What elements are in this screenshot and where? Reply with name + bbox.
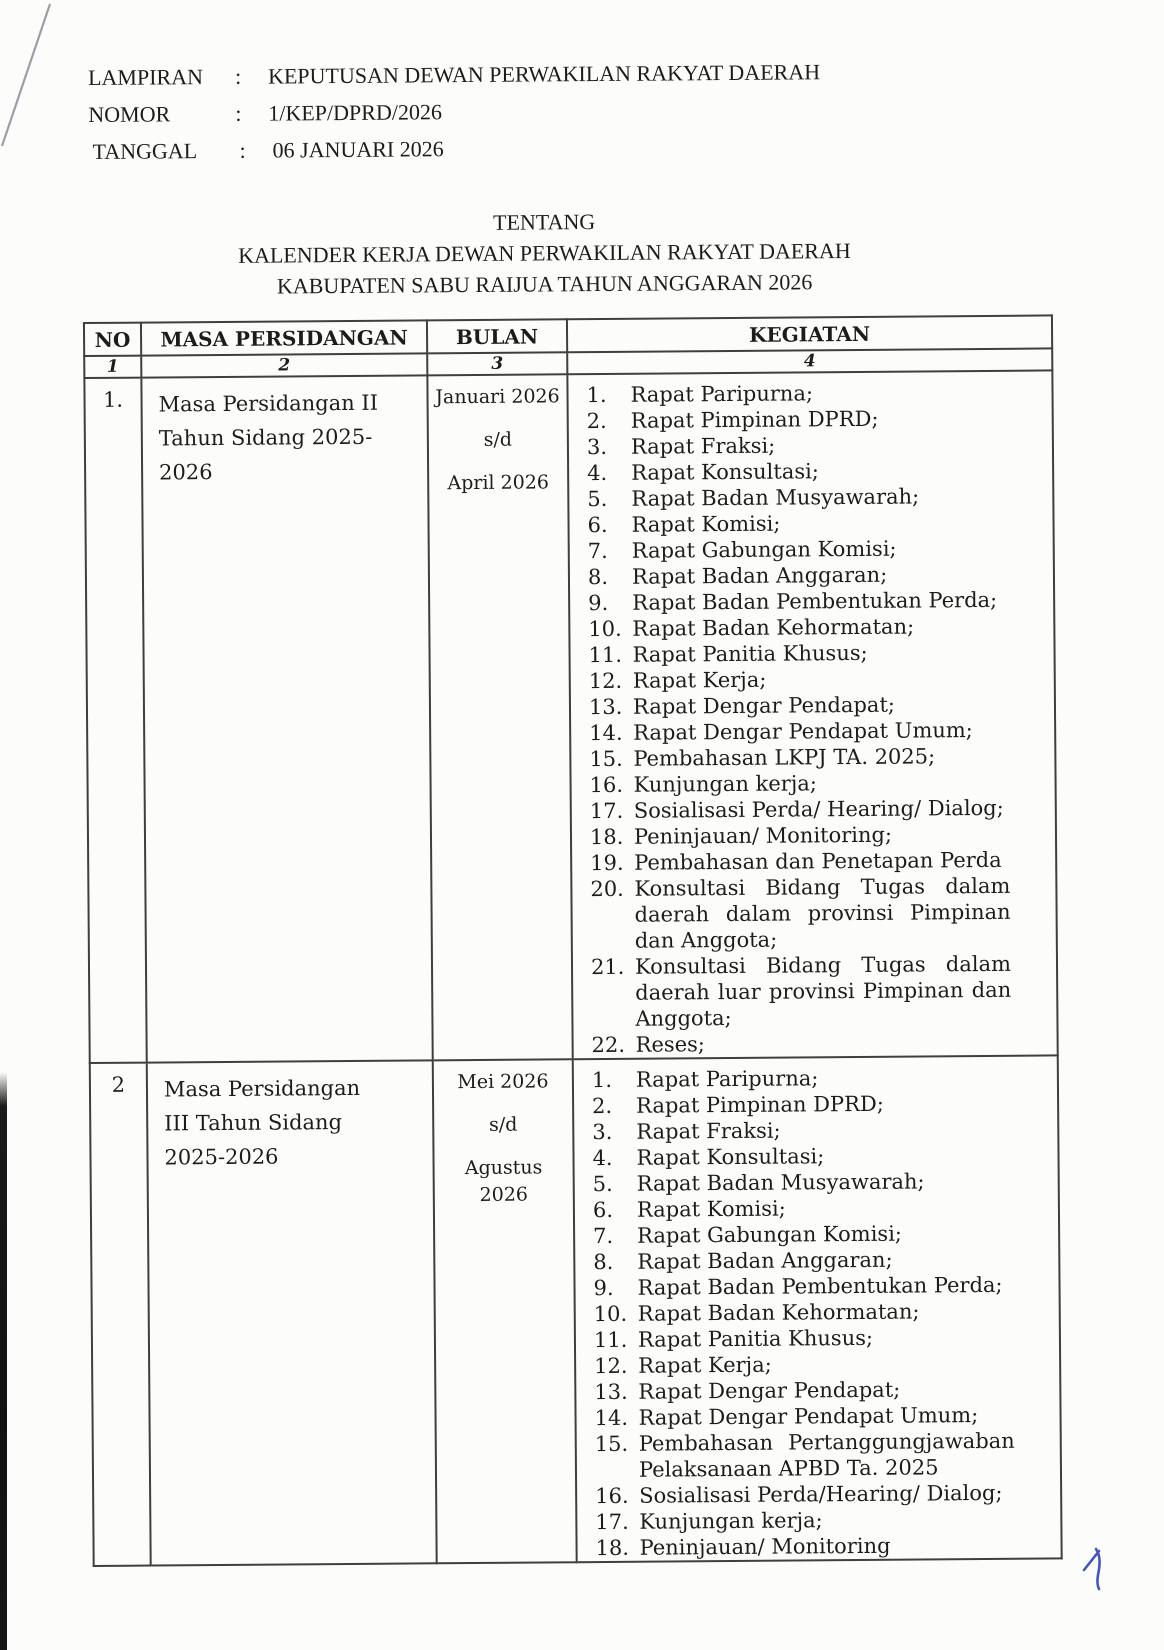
kegiatan-item-text: Rapat Paripurna; bbox=[630, 381, 814, 407]
tanggal-label: TANGGAL bbox=[92, 138, 198, 164]
kegiatan-item-text: Rapat Dengar Pendapat; bbox=[632, 692, 895, 719]
kegiatan-item-number: 6. bbox=[587, 512, 608, 538]
kegiatan-item bbox=[595, 1428, 1015, 1483]
col-header-no: NO bbox=[84, 323, 141, 356]
bulan-line: s/d bbox=[488, 1113, 518, 1136]
kegiatan-item-text: Rapat Panitia Khusus; bbox=[632, 640, 868, 667]
kegiatan-item-number: 3. bbox=[586, 434, 608, 460]
kegiatan-item-text: Rapat Konsultasi; bbox=[631, 459, 819, 485]
col-header-kegiatan: KEGIATAN bbox=[567, 315, 1052, 352]
kegiatan-item-text: Rapat Badan Musyawarah; bbox=[636, 1169, 925, 1196]
kegiatan-item bbox=[595, 1506, 1015, 1535]
kegiatan-item-text: Konsultasi Bidang Tugas dalam daerah dalam provinsi Pimpinan dan Anggota; bbox=[634, 873, 1011, 953]
kegiatan-item-number: 5. bbox=[587, 486, 608, 512]
kegiatan-item-number: 15. bbox=[589, 746, 623, 772]
kegiatan-item-text: Rapat Pimpinan DPRD; bbox=[636, 1091, 884, 1118]
table-row bbox=[90, 1055, 1062, 1566]
kegiatan-item bbox=[593, 1220, 1013, 1249]
kegiatan-item bbox=[593, 1272, 1013, 1301]
kegiatan-item-number: 5. bbox=[592, 1171, 613, 1197]
column-number-4: 4 bbox=[567, 348, 1052, 374]
row-number: 2 bbox=[111, 1072, 126, 1097]
tanggal-value: 06 JANUARI 2026 bbox=[272, 136, 444, 163]
kegiatan-item bbox=[588, 613, 1008, 642]
kegiatan-item bbox=[594, 1324, 1014, 1353]
kegiatan-item bbox=[595, 1480, 1015, 1509]
kegiatan-item-number: 7. bbox=[587, 538, 608, 564]
kegiatan-item-text: Sosialisasi Perda/Hearing/ Dialog; bbox=[639, 1480, 1003, 1508]
kegiatan-item-text: Peninjauan/ Monitoring bbox=[639, 1533, 891, 1560]
bulan-cell bbox=[433, 1059, 577, 1563]
column-number-3: 3 bbox=[427, 352, 567, 375]
scan-edge-shadow bbox=[0, 1072, 7, 1650]
kegiatan-item bbox=[592, 1116, 1012, 1145]
kegiatan-item bbox=[588, 535, 1008, 564]
kegiatan-item-text: Rapat Kerja; bbox=[638, 1352, 772, 1378]
kegiatan-item-number: 1. bbox=[586, 382, 607, 408]
kegiatan-item-text: Rapat Pimpinan DPRD; bbox=[630, 406, 879, 433]
kegiatan-item-text: Rapat Badan Pembentukan Perda; bbox=[637, 1272, 1003, 1300]
kegiatan-item-text: Kunjungan kerja; bbox=[639, 1508, 823, 1534]
kegiatan-item bbox=[594, 1298, 1014, 1327]
kegiatan-item bbox=[595, 1532, 1015, 1561]
kegiatan-item bbox=[589, 743, 1009, 772]
row-number-cell bbox=[90, 1063, 151, 1566]
kegiatan-item-number: 14. bbox=[589, 720, 623, 746]
kegiatan-item-text: Reses; bbox=[635, 1032, 706, 1057]
kegiatan-item bbox=[587, 457, 1007, 486]
masa-persidangan-text: Masa Persidangan III Tahun Sidang 2025-2026 bbox=[163, 1075, 361, 1170]
kegiatan-item-text: Rapat Dengar Pendapat Umum; bbox=[633, 718, 973, 745]
kegiatan-item bbox=[590, 873, 1011, 954]
masa-persidangan-cell bbox=[141, 375, 432, 1062]
kegiatan-item-number: 8. bbox=[593, 1249, 614, 1275]
col-header-bulan: BULAN bbox=[427, 319, 567, 353]
kegiatan-item bbox=[589, 665, 1009, 694]
kegiatan-item-text: Rapat Badan Pembentukan Perda; bbox=[632, 587, 998, 615]
kegiatan-item-text: Rapat Dengar Pendapat Umum; bbox=[638, 1403, 979, 1430]
kegiatan-item-number: 12. bbox=[588, 668, 623, 694]
lampiran-value: KEPUTUSAN DEWAN PERWAKILAN RAKYAT DAERAH bbox=[267, 59, 821, 89]
kegiatan-item bbox=[589, 691, 1009, 720]
kegiatan-item-text: Rapat Badan Anggaran; bbox=[631, 562, 888, 589]
bulan-line: Januari 2026 bbox=[435, 385, 560, 409]
kegiatan-item-text: Pembahasan LKPJ TA. 2025; bbox=[633, 744, 936, 771]
kegiatan-item-number: 7. bbox=[593, 1223, 614, 1249]
kegiatan-item-text: Kunjungan kerja; bbox=[633, 771, 817, 797]
kegiatan-item-number: 19. bbox=[590, 850, 624, 876]
kegiatan-item-number: 14. bbox=[594, 1405, 629, 1431]
kegiatan-item-text: Rapat Gabungan Komisi; bbox=[637, 1221, 903, 1248]
kegiatan-item-number: 11. bbox=[588, 642, 623, 668]
kegiatan-item-number: 20. bbox=[590, 876, 624, 902]
kegiatan-item-text: Rapat Paripurna; bbox=[635, 1066, 819, 1092]
kegiatan-item-number: 17. bbox=[589, 798, 624, 824]
kegiatan-item-number: 16. bbox=[595, 1483, 629, 1509]
kegiatan-item bbox=[593, 1168, 1013, 1197]
kegiatan-item-number: 10. bbox=[593, 1301, 628, 1327]
kegiatan-item bbox=[587, 405, 1007, 434]
kegiatan-cell bbox=[567, 370, 1057, 1059]
kegiatan-item-text: Rapat Badan Kehormatan; bbox=[637, 1299, 920, 1326]
kegiatan-item-text: Pembahasan Pertanggungjawaban Pelaksanaan APBD Ta. 2025 bbox=[638, 1428, 1015, 1482]
column-number-1: 1 bbox=[84, 356, 141, 378]
kegiatan-item-number: 18. bbox=[595, 1535, 630, 1561]
col-header-masa-persidangan: MASA PERSIDANGAN bbox=[141, 320, 427, 355]
kegiatan-item-number: 22. bbox=[591, 1032, 626, 1058]
tanggal-row bbox=[89, 134, 821, 164]
kegiatan-cell bbox=[573, 1055, 1062, 1562]
kegiatan-item bbox=[588, 587, 1008, 616]
lampiran-label: LAMPIRAN bbox=[87, 64, 204, 91]
kegiatan-list bbox=[574, 1056, 1061, 1561]
kegiatan-item-number: 10. bbox=[588, 616, 622, 642]
kegiatan-item-number: 16. bbox=[589, 772, 624, 798]
masa-persidangan-cell bbox=[147, 1060, 437, 1565]
kegiatan-item bbox=[592, 1090, 1012, 1119]
bulan-line: Mei 2026 bbox=[457, 1070, 549, 1094]
kegiatan-item bbox=[589, 717, 1009, 746]
kegiatan-item-text: Rapat Panitia Khusus; bbox=[637, 1325, 874, 1352]
kegiatan-item-text: Rapat Komisi; bbox=[636, 1196, 786, 1222]
masa-persidangan-text: Masa Persidangan II Tahun Sidang 2025-2026 bbox=[158, 390, 379, 485]
nomor-value: 1/KEP/DPRD/2026 bbox=[268, 99, 442, 126]
kegiatan-item bbox=[588, 561, 1008, 590]
kegiatan-item-text: Rapat Konsultasi; bbox=[636, 1144, 825, 1170]
kegiatan-item bbox=[592, 1142, 1012, 1171]
kegiatan-item-text: Konsultasi Bidang Tugas dalam daerah luar provinsi Pimpinan dan Anggota; bbox=[634, 951, 1012, 1031]
bulan-line: Agustus 2026 bbox=[464, 1156, 543, 1206]
kegiatan-item bbox=[588, 639, 1008, 668]
nomor-label: NOMOR bbox=[88, 101, 171, 128]
kegiatan-item-number: 13. bbox=[594, 1379, 628, 1405]
kegiatan-item bbox=[593, 1246, 1013, 1275]
kegiatan-item bbox=[590, 795, 1010, 824]
title-kabupaten: KABUPATEN SABU RAIJUA TAHUN ANGGARAN 2026 bbox=[276, 269, 813, 299]
kegiatan-item-text: Peninjauan/ Monitoring; bbox=[633, 822, 893, 849]
kegiatan-item-number: 11. bbox=[593, 1327, 628, 1353]
kegiatan-item bbox=[594, 1350, 1014, 1379]
kegiatan-item-number: 13. bbox=[588, 694, 623, 720]
kegiatan-item bbox=[587, 509, 1007, 538]
kegiatan-item-text: Rapat Gabungan Komisi; bbox=[631, 536, 897, 563]
kegiatan-item-number: 17. bbox=[595, 1509, 629, 1535]
kegiatan-item bbox=[594, 1376, 1014, 1405]
title-kalender: KALENDER KERJA DEWAN PERWAKILAN RAKYAT DAERAH bbox=[238, 238, 851, 268]
lampiran-row bbox=[88, 60, 820, 90]
kegiatan-item-number: 9. bbox=[593, 1275, 614, 1301]
kegiatan-item bbox=[590, 847, 1010, 876]
kegiatan-item-number: 4. bbox=[592, 1145, 613, 1171]
kegiatan-item-text: Rapat Fraksi; bbox=[630, 433, 776, 459]
kegiatan-item-text: Rapat Badan Musyawarah; bbox=[631, 484, 920, 511]
kegiatan-item bbox=[590, 821, 1010, 850]
kegiatan-item bbox=[593, 1194, 1013, 1223]
row-number-cell bbox=[84, 378, 146, 1063]
kegiatan-item-number: 2. bbox=[592, 1093, 613, 1119]
table-row bbox=[84, 370, 1057, 1063]
kegiatan-item bbox=[587, 483, 1007, 512]
kegiatan-item-text: Pembahasan dan Penetapan Perda bbox=[634, 847, 1002, 875]
title-tentang: TENTANG bbox=[493, 209, 596, 235]
nomor-colon: : bbox=[235, 100, 242, 126]
kegiatan-item bbox=[589, 769, 1009, 798]
kegiatan-item-number: 6. bbox=[592, 1197, 614, 1223]
kegiatan-item bbox=[587, 431, 1007, 460]
bulan-line: s/d bbox=[483, 428, 513, 451]
nomor-row bbox=[88, 97, 820, 127]
kegiatan-item-number: 9. bbox=[588, 590, 609, 616]
kegiatan-item-number: 4. bbox=[587, 460, 608, 486]
kegiatan-item-number: 21. bbox=[590, 954, 625, 980]
kegiatan-item-number: 18. bbox=[589, 824, 624, 850]
tanggal-colon: : bbox=[239, 137, 246, 163]
kegiatan-item-number: 12. bbox=[594, 1353, 628, 1379]
kegiatan-item-number: 2. bbox=[586, 408, 607, 434]
kalender-kerja-table bbox=[83, 314, 1063, 1567]
kegiatan-item-text: Rapat Badan Anggaran; bbox=[637, 1247, 893, 1274]
kegiatan-item-number: 8. bbox=[587, 564, 609, 590]
kegiatan-item-text: Rapat Dengar Pendapat; bbox=[638, 1377, 901, 1404]
kegiatan-item bbox=[592, 1029, 1012, 1058]
kegiatan-item bbox=[591, 951, 1012, 1032]
lampiran-colon: : bbox=[234, 63, 242, 89]
bulan-cell bbox=[427, 374, 572, 1060]
kegiatan-item-text: Sosialisasi Perda/ Hearing/ Dialog; bbox=[633, 795, 1004, 823]
bulan-line: April 2026 bbox=[447, 471, 550, 495]
lampiran-block bbox=[88, 60, 821, 177]
kegiatan-item-number: 1. bbox=[591, 1067, 613, 1093]
kegiatan-item-number: 3. bbox=[592, 1119, 613, 1145]
document-title bbox=[84, 203, 1005, 303]
column-number-2: 2 bbox=[141, 353, 427, 377]
kegiatan-item bbox=[592, 1064, 1012, 1093]
kegiatan-item bbox=[586, 379, 1006, 408]
kegiatan-item-text: Rapat Badan Kehormatan; bbox=[632, 614, 915, 641]
kegiatan-item-number: 15. bbox=[594, 1431, 629, 1457]
kegiatan-item bbox=[594, 1402, 1014, 1431]
kegiatan-item-text: Rapat Fraksi; bbox=[636, 1118, 781, 1144]
kegiatan-item-text: Rapat Komisi; bbox=[631, 511, 781, 537]
kegiatan-list bbox=[568, 371, 1056, 1058]
kegiatan-item-text: Rapat Kerja; bbox=[632, 667, 767, 693]
row-number: 1. bbox=[102, 387, 124, 412]
